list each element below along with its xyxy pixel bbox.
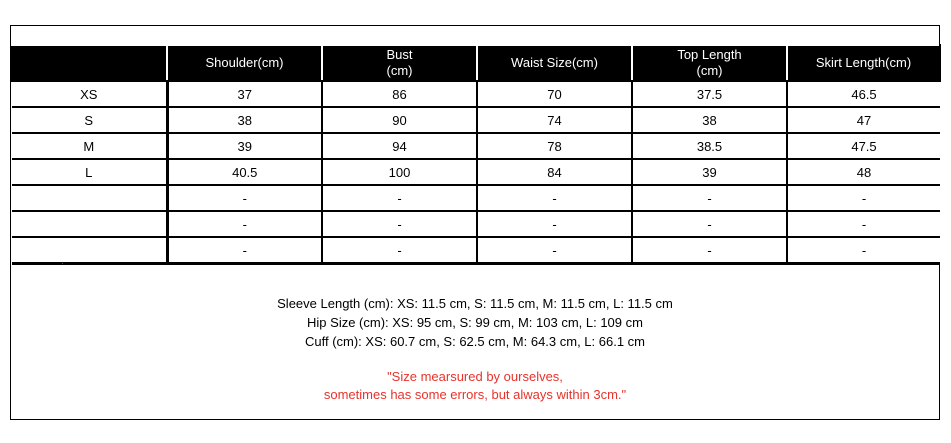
disclaimer-line-2: sometimes has some errors, but always within 3cm." [323, 387, 627, 402]
measurement-cell: 47.5 [787, 133, 940, 159]
measurement-cell: 47 [787, 107, 940, 133]
measurement-cell: - [787, 185, 940, 211]
disclaimer-line-1: "Size mearsured by ourselves, [387, 369, 563, 384]
measurement-cell: - [322, 237, 477, 264]
size-label-cell: L [12, 159, 167, 185]
table-row [12, 185, 940, 211]
header-cell-shoulder: Shoulder(cm) [167, 45, 322, 81]
size-label-cell [12, 185, 167, 211]
measurement-cell: - [322, 211, 477, 237]
size-label-cell [12, 211, 167, 237]
measurement-cell: 39 [167, 133, 322, 159]
measurement-cell: - [167, 211, 322, 237]
table-row [12, 237, 940, 264]
measurement-cell: - [632, 237, 787, 264]
header-cell-top-length: Top Length (cm) [632, 45, 787, 81]
measurement-cell: - [632, 211, 787, 237]
header-cell-skirt-length: Skirt Length(cm) [787, 45, 940, 81]
sleeve-length-note: Sleeve Length (cm): XS: 11.5 cm, S: 11.5 cm, M: 11.5 cm, L: 11.5 cm [277, 296, 673, 311]
size-label-cell: M [12, 133, 167, 159]
measurement-cell: 37.5 [632, 81, 787, 107]
measurement-cell: - [477, 237, 632, 264]
measurement-cell: 78 [477, 133, 632, 159]
measurement-cell: 38.5 [632, 133, 787, 159]
measurement-cell: 70 [477, 81, 632, 107]
measurement-cell: 94 [322, 133, 477, 159]
header-cell-bust: Bust (cm) [322, 45, 477, 81]
measurement-cell: - [477, 211, 632, 237]
table-row [12, 107, 940, 133]
header-cell-size [12, 45, 167, 81]
measurement-cell: 40.5 [167, 159, 322, 185]
measurement-cell: - [167, 185, 322, 211]
size-label-cell: XS [12, 81, 167, 107]
measurement-cell: 84 [477, 159, 632, 185]
size-label-cell: S [12, 107, 167, 133]
measurement-cell: 90 [322, 107, 477, 133]
measurement-cell: - [167, 237, 322, 264]
table-row [12, 211, 940, 237]
measurement-cell: - [787, 237, 940, 264]
measurement-cell: 38 [632, 107, 787, 133]
measurement-cell: 48 [787, 159, 940, 185]
table-row [12, 133, 940, 159]
cuff-note: Cuff (cm): XS: 60.7 cm, S: 62.5 cm, M: 64.3 cm, L: 66.1 cm [304, 334, 646, 349]
table-row [12, 159, 940, 185]
measurement-cell: 74 [477, 107, 632, 133]
stray-dot [62, 263, 63, 264]
header-cell-waist: Waist Size(cm) [477, 45, 632, 81]
measurement-cell: - [477, 185, 632, 211]
measurement-cell: 86 [322, 81, 477, 107]
table-row [12, 81, 940, 107]
measurement-cell: - [632, 185, 787, 211]
measurement-cell: 100 [322, 159, 477, 185]
table-header-row [12, 45, 940, 81]
measurement-disclaimer [11, 368, 939, 404]
measurement-notes [11, 294, 939, 351]
hip-size-note: Hip Size (cm): XS: 95 cm, S: 99 cm, M: 103 cm, L: 109 cm [307, 315, 643, 330]
size-chart-frame [10, 25, 940, 420]
measurement-cell: - [787, 211, 940, 237]
size-table [11, 44, 941, 265]
measurement-cell: - [322, 185, 477, 211]
measurement-cell: 37 [167, 81, 322, 107]
size-label-cell [12, 237, 167, 264]
measurement-cell: 39 [632, 159, 787, 185]
measurement-cell: 46.5 [787, 81, 940, 107]
measurement-cell: 38 [167, 107, 322, 133]
